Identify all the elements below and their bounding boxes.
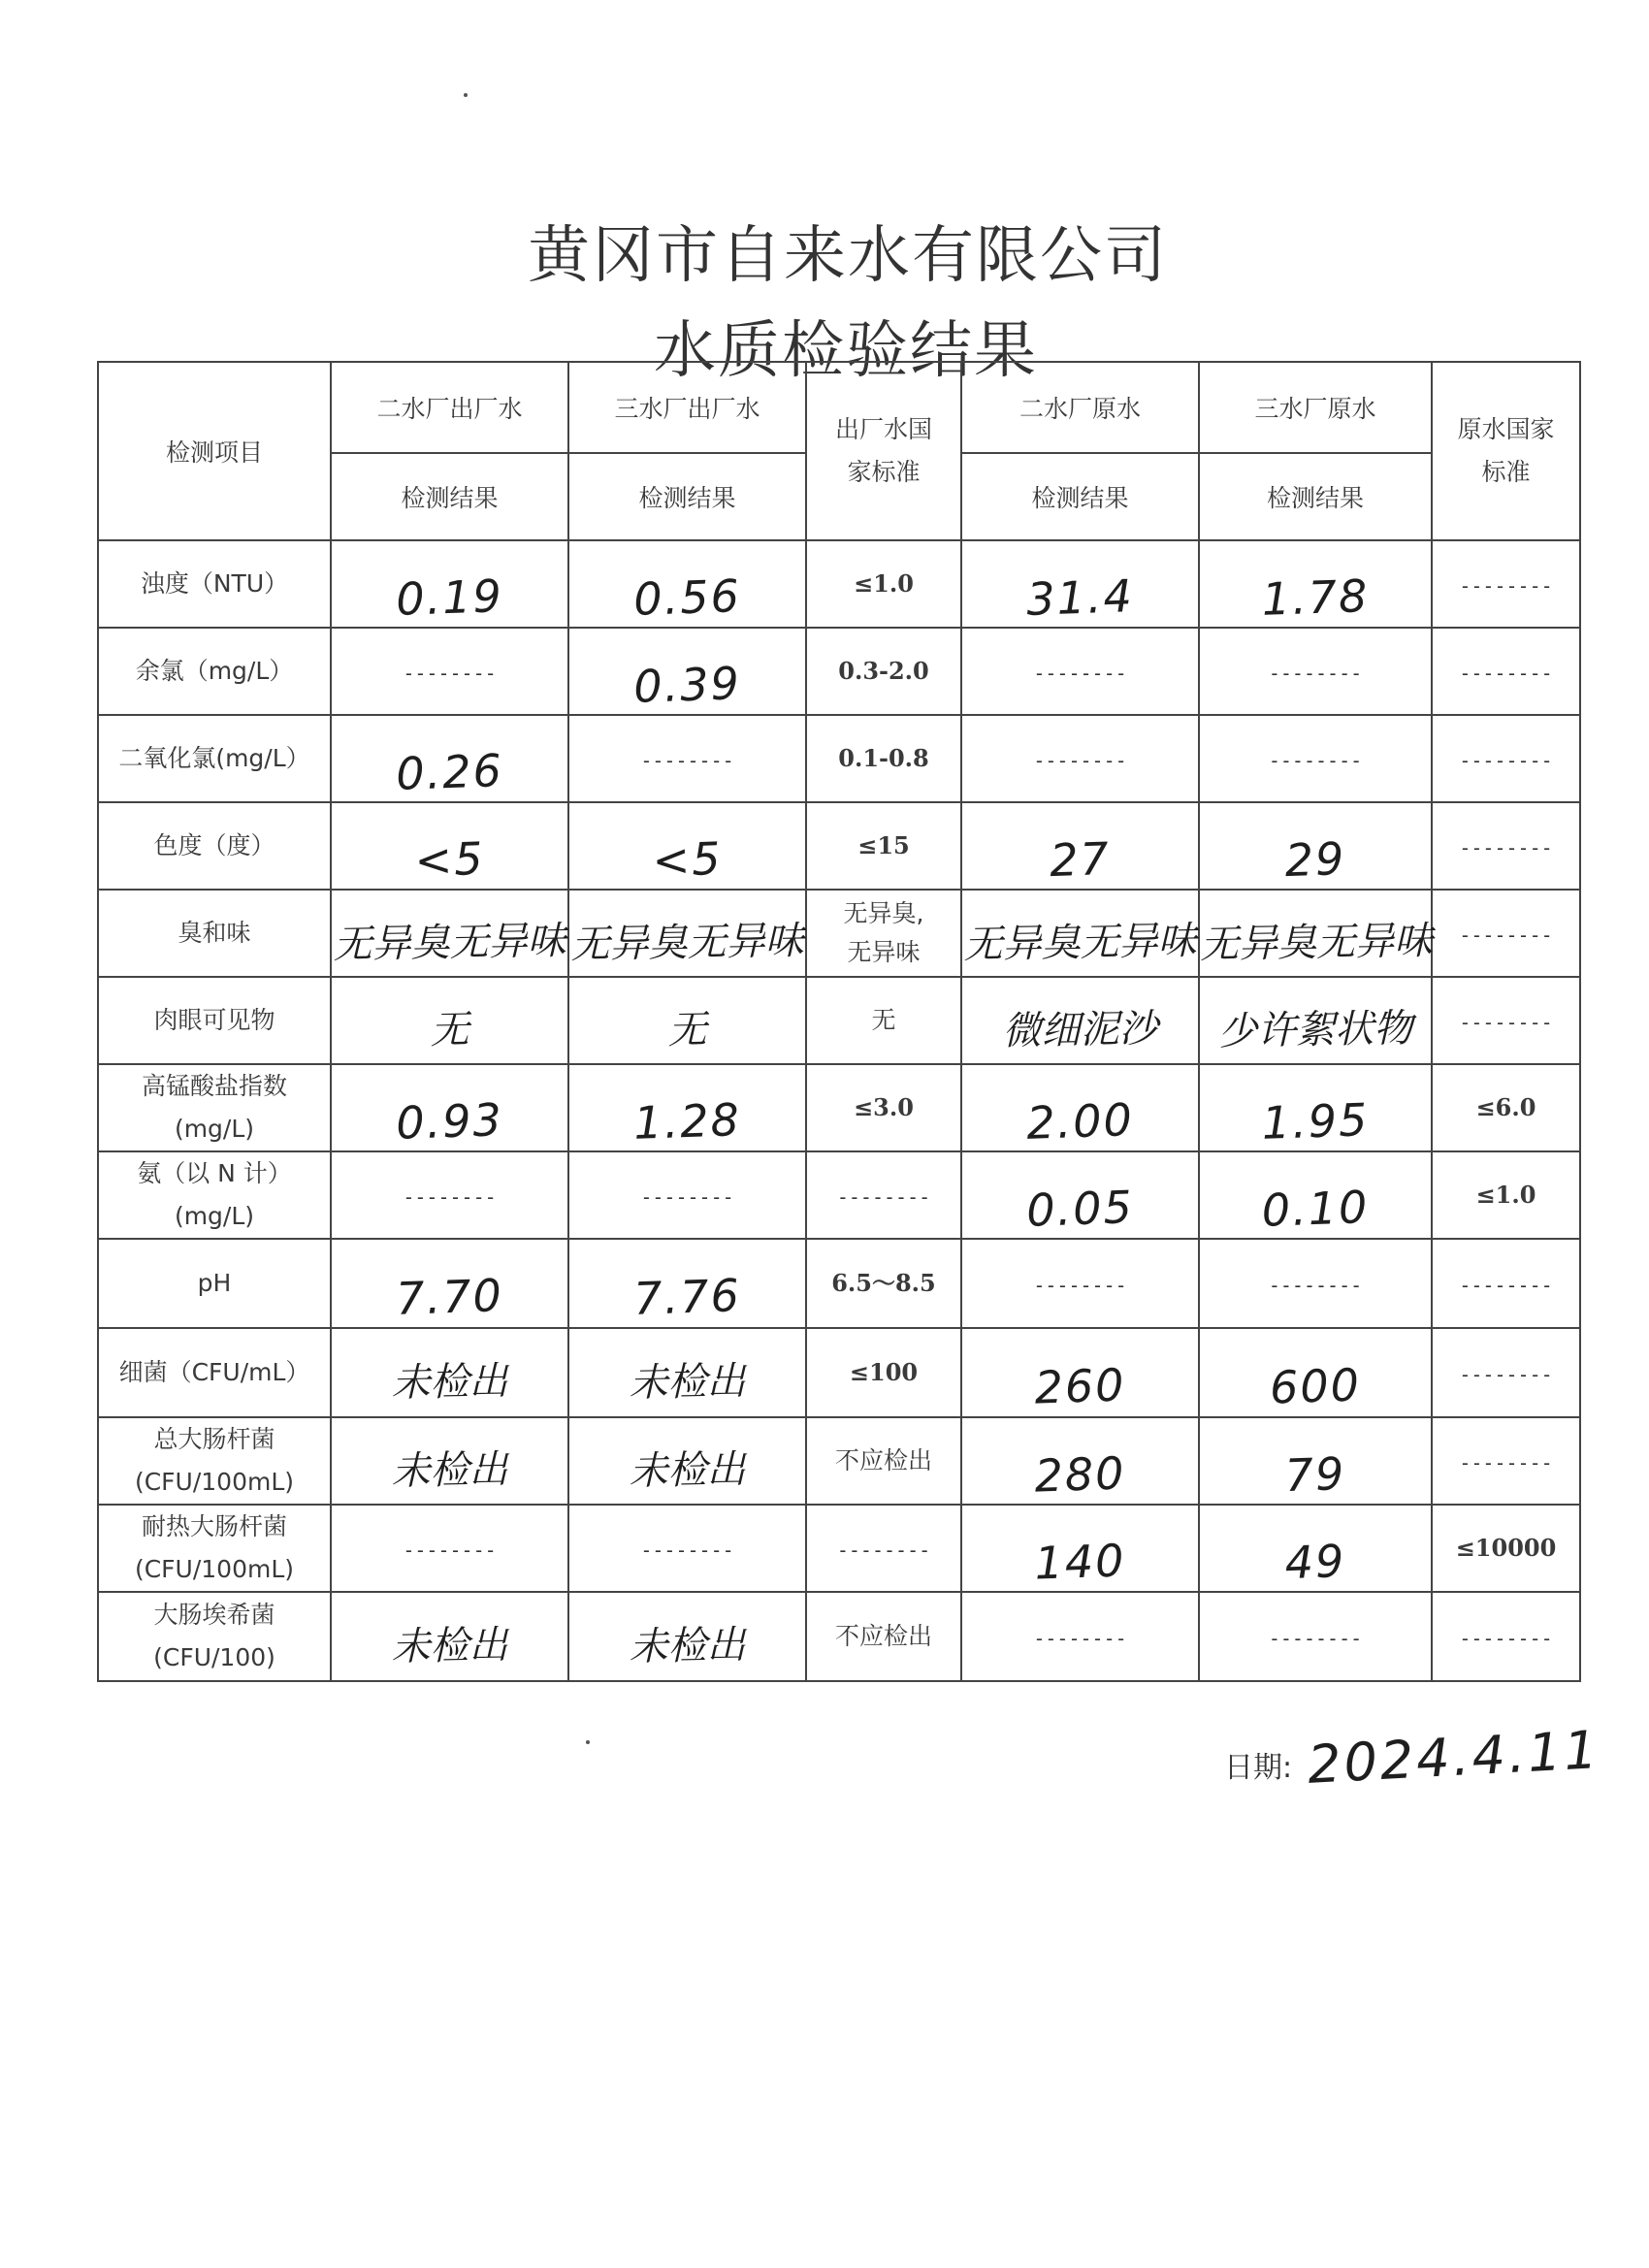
plant3-out-cell <box>568 977 806 1064</box>
standard-value: 0.1-0.8 <box>838 744 929 772</box>
company-title: 黄冈市自来水有限公司 <box>528 220 1168 292</box>
plant3-raw-cell <box>1199 1239 1432 1328</box>
raw-std-cell <box>1432 1328 1580 1417</box>
plant2-raw-cell <box>961 540 1199 628</box>
report-title: 水质检验结果 <box>654 315 1038 387</box>
header-result-1: 检测结果 <box>331 453 568 540</box>
table-row <box>98 1151 1580 1239</box>
handwritten-result: 280 <box>1033 1446 1127 1503</box>
handwritten-result: 无 <box>430 1007 469 1053</box>
plant3-raw-cell <box>1199 1417 1432 1505</box>
item-label: 大肠埃希菌 (CFU/100) <box>153 1601 275 1671</box>
plant2-out-cell <box>331 1328 568 1417</box>
item-cell <box>98 540 331 628</box>
standard-value: ≤6.0 <box>1475 1093 1536 1121</box>
item-label: 总大肠杆菌 (CFU/100mL) <box>134 1425 295 1496</box>
empty-dash: -------- <box>640 1538 734 1562</box>
standard-value: 无 <box>871 1006 896 1034</box>
plant2-raw-cell <box>961 977 1199 1064</box>
empty-dash: -------- <box>403 1538 497 1562</box>
out-std-cell <box>806 1328 961 1417</box>
handwritten-result: 0.19 <box>395 569 504 626</box>
plant2-out-cell <box>331 1505 568 1592</box>
item-label: 二氧化氯(mg/L） <box>118 744 310 772</box>
item-label: pH <box>197 1269 232 1297</box>
empty-dash: -------- <box>1459 1450 1553 1474</box>
out-std-cell <box>806 715 961 802</box>
plant3-out-cell <box>568 1064 806 1151</box>
item-label: 肉眼可见物 <box>153 1006 275 1034</box>
plant2-out-cell <box>331 802 568 890</box>
plant3-out-cell <box>568 540 806 628</box>
header-raw-std: 原水国家 标准 <box>1432 362 1580 540</box>
handwritten-result: 无异臭无异味 <box>1199 918 1434 967</box>
handwritten-result: 29 <box>1283 831 1347 888</box>
header-result-2: 检测结果 <box>568 453 806 540</box>
plant2-out-cell <box>331 628 568 715</box>
handwritten-result: 未检出 <box>629 1358 746 1406</box>
header-plant3-raw: 三水厂原水 <box>1199 362 1432 453</box>
plant3-out-cell <box>568 890 806 977</box>
handwritten-result: 140 <box>1033 1534 1127 1590</box>
handwritten-result: 无异臭无异味 <box>333 918 566 967</box>
item-cell <box>98 1239 331 1328</box>
handwritten-result: <5 <box>413 831 486 888</box>
handwritten-result: 0.39 <box>632 657 742 713</box>
plant2-out-cell <box>331 1151 568 1239</box>
handwritten-result: 1.95 <box>1260 1093 1371 1150</box>
item-cell <box>98 1151 331 1239</box>
empty-dash: -------- <box>1459 923 1553 947</box>
item-label: 耐热大肠杆菌 (CFU/100mL) <box>134 1512 295 1583</box>
plant2-out-cell <box>331 1417 568 1505</box>
plant2-out-cell <box>331 977 568 1064</box>
plant2-raw-cell <box>961 802 1199 890</box>
plant2-raw-cell <box>961 1592 1199 1681</box>
plant3-raw-cell <box>1199 1592 1432 1681</box>
empty-dash: -------- <box>1459 573 1553 598</box>
empty-dash: -------- <box>1459 1010 1553 1034</box>
plant2-raw-cell <box>961 1151 1199 1239</box>
empty-dash: -------- <box>836 1538 931 1562</box>
header-out-std: 出厂水国 家标准 <box>806 362 961 540</box>
plant3-raw-cell <box>1199 802 1432 890</box>
standard-value: ≤10000 <box>1455 1534 1557 1562</box>
handwritten-result: 未检出 <box>629 1446 746 1494</box>
handwritten-result: 7.76 <box>632 1269 742 1325</box>
empty-dash: -------- <box>1268 1626 1363 1650</box>
header-result-3: 检测结果 <box>961 453 1199 540</box>
handwritten-result: 未检出 <box>391 1446 508 1494</box>
handwritten-result: <5 <box>651 831 724 888</box>
header-plant2-out: 二水厂出厂水 <box>331 362 568 453</box>
table-row <box>98 802 1580 890</box>
handwritten-result: 无异臭无异味 <box>570 918 804 967</box>
handwritten-result: 27 <box>1049 831 1112 888</box>
handwritten-result: 79 <box>1283 1446 1347 1503</box>
table-row <box>98 890 1580 977</box>
plant3-raw-cell <box>1199 890 1432 977</box>
plant2-raw-cell <box>961 628 1199 715</box>
handwritten-result: 49 <box>1283 1534 1347 1590</box>
header-result-4: 检测结果 <box>1199 453 1432 540</box>
empty-dash: -------- <box>1459 661 1553 685</box>
handwritten-result: 260 <box>1033 1358 1127 1414</box>
plant3-raw-cell <box>1199 540 1432 628</box>
header-row-1 <box>98 362 1580 453</box>
header-plant3-out: 三水厂出厂水 <box>568 362 806 453</box>
handwritten-result: 微细泥沙 <box>1002 1006 1158 1053</box>
empty-dash: -------- <box>1033 1273 1127 1297</box>
out-std-cell <box>806 1505 961 1592</box>
item-cell <box>98 1328 331 1417</box>
out-std-cell <box>806 628 961 715</box>
raw-std-cell <box>1432 1064 1580 1151</box>
header-plant2-raw: 二水厂原水 <box>961 362 1199 453</box>
raw-std-cell <box>1432 890 1580 977</box>
out-std-cell <box>806 1151 961 1239</box>
plant2-raw-cell <box>961 715 1199 802</box>
empty-dash: -------- <box>1268 748 1363 772</box>
scan-speck <box>586 1740 590 1744</box>
raw-std-cell <box>1432 1592 1580 1681</box>
handwritten-result: 0.56 <box>632 569 742 626</box>
handwritten-result: 少许絮状物 <box>1217 1005 1413 1054</box>
standard-value: ≤3.0 <box>854 1093 914 1121</box>
standard-value: 6.5～8.5 <box>831 1269 936 1297</box>
plant2-raw-cell <box>961 1239 1199 1328</box>
empty-dash: -------- <box>1033 1626 1127 1650</box>
standard-value: ≤1.0 <box>1475 1181 1536 1209</box>
scan-speck <box>464 93 468 97</box>
plant3-raw-cell <box>1199 715 1432 802</box>
raw-std-cell <box>1432 628 1580 715</box>
raw-std-cell <box>1432 802 1580 890</box>
out-std-cell <box>806 890 961 977</box>
out-std-cell <box>806 540 961 628</box>
handwritten-result: 600 <box>1269 1358 1362 1414</box>
item-cell <box>98 628 331 715</box>
empty-dash: -------- <box>1268 1273 1363 1297</box>
table-row <box>98 1328 1580 1417</box>
item-cell <box>98 1417 331 1505</box>
handwritten-result: 31.4 <box>1025 569 1135 626</box>
handwritten-result: 未检出 <box>391 1622 508 1669</box>
raw-std-cell <box>1432 977 1580 1064</box>
plant2-raw-cell <box>961 1064 1199 1151</box>
table-row <box>98 1417 1580 1505</box>
empty-dash: -------- <box>1268 661 1363 685</box>
item-label: 氨（以 N 计） (mg/L) <box>137 1159 292 1230</box>
empty-dash: -------- <box>1459 1273 1553 1297</box>
raw-std-cell <box>1432 1151 1580 1239</box>
handwritten-result: 1.28 <box>632 1093 742 1150</box>
plant3-out-cell <box>568 1592 806 1681</box>
out-std-cell <box>806 1417 961 1505</box>
plant3-out-cell <box>568 802 806 890</box>
plant3-raw-cell <box>1199 1328 1432 1417</box>
date-label: 日期: <box>1224 1751 1293 1785</box>
handwritten-result: 0.26 <box>395 744 504 800</box>
empty-dash: -------- <box>1459 835 1553 859</box>
empty-dash: -------- <box>640 1184 734 1209</box>
plant2-raw-cell <box>961 1417 1199 1505</box>
plant2-out-cell <box>331 1239 568 1328</box>
table-row <box>98 715 1580 802</box>
out-std-cell <box>806 977 961 1064</box>
out-std-cell <box>806 1592 961 1681</box>
plant2-out-cell <box>331 540 568 628</box>
empty-dash: -------- <box>403 1184 497 1209</box>
item-cell <box>98 977 331 1064</box>
item-label: 高锰酸盐指数 (mg/L) <box>141 1072 287 1143</box>
item-cell <box>98 1592 331 1681</box>
item-label: 浊度（NTU） <box>140 569 289 598</box>
handwritten-result: 无异臭无异味 <box>963 918 1197 967</box>
item-cell <box>98 715 331 802</box>
empty-dash: -------- <box>1033 748 1127 772</box>
plant3-out-cell <box>568 1151 806 1239</box>
empty-dash: -------- <box>403 661 497 685</box>
empty-dash: -------- <box>836 1184 931 1209</box>
handwritten-result: 1.78 <box>1260 569 1371 626</box>
raw-std-cell <box>1432 1505 1580 1592</box>
plant2-out-cell <box>331 890 568 977</box>
plant3-out-cell <box>568 1505 806 1592</box>
plant3-raw-cell <box>1199 1064 1432 1151</box>
table-row <box>98 1592 1580 1681</box>
standard-value: ≤15 <box>857 831 910 859</box>
table-row <box>98 1505 1580 1592</box>
plant3-raw-cell <box>1199 1505 1432 1592</box>
item-cell <box>98 890 331 977</box>
item-cell <box>98 1064 331 1151</box>
handwritten-result: 0.05 <box>1025 1181 1135 1237</box>
plant2-raw-cell <box>961 1328 1199 1417</box>
plant3-out-cell <box>568 1239 806 1328</box>
plant3-out-cell <box>568 1328 806 1417</box>
plant2-out-cell <box>331 715 568 802</box>
handwritten-result: 7.70 <box>395 1269 504 1325</box>
empty-dash: -------- <box>1459 1362 1553 1386</box>
standard-value: 0.3-2.0 <box>838 657 929 685</box>
empty-dash: -------- <box>1033 661 1127 685</box>
empty-dash: -------- <box>1459 748 1553 772</box>
table-row <box>98 1064 1580 1151</box>
item-label: 余氯（mg/L） <box>135 657 294 685</box>
empty-dash: -------- <box>640 748 734 772</box>
table-row <box>98 540 1580 628</box>
plant2-out-cell <box>331 1592 568 1681</box>
out-std-cell <box>806 1239 961 1328</box>
raw-std-cell <box>1432 540 1580 628</box>
item-label: 臭和味 <box>178 919 251 947</box>
standard-value: ≤100 <box>849 1358 919 1386</box>
plant3-out-cell <box>568 715 806 802</box>
out-std-cell <box>806 1064 961 1151</box>
plant3-raw-cell <box>1199 628 1432 715</box>
raw-std-cell <box>1432 715 1580 802</box>
handwritten-result: 未检出 <box>629 1622 746 1669</box>
empty-dash: -------- <box>1459 1626 1553 1650</box>
standard-value: 不应检出 <box>834 1622 932 1650</box>
handwritten-result: 未检出 <box>391 1358 508 1406</box>
handwritten-result: 无 <box>667 1007 707 1053</box>
plant3-raw-cell <box>1199 977 1432 1064</box>
plant3-out-cell <box>568 628 806 715</box>
table-row <box>98 977 1580 1064</box>
item-cell <box>98 802 331 890</box>
header-item: 检测项目 <box>98 362 331 540</box>
plant2-raw-cell <box>961 890 1199 977</box>
item-label: 细菌（CFU/mL） <box>118 1358 310 1386</box>
standard-value: 无异臭, 无异味 <box>843 899 924 966</box>
date-value: 2024.4.11 <box>1306 1719 1602 1796</box>
handwritten-result: 0.10 <box>1260 1181 1371 1237</box>
water-quality-table <box>97 361 1581 1682</box>
handwritten-result: 2.00 <box>1025 1093 1135 1150</box>
plant3-out-cell <box>568 1417 806 1505</box>
standard-value: 不应检出 <box>834 1446 932 1474</box>
table-row <box>98 628 1580 715</box>
raw-std-cell <box>1432 1417 1580 1505</box>
table-row <box>98 1239 1580 1328</box>
handwritten-result: 0.93 <box>395 1093 504 1150</box>
out-std-cell <box>806 802 961 890</box>
plant2-raw-cell <box>961 1505 1199 1592</box>
raw-std-cell <box>1432 1239 1580 1328</box>
item-cell <box>98 1505 331 1592</box>
item-label: 色度（度） <box>153 831 275 859</box>
plant2-out-cell <box>331 1064 568 1151</box>
plant3-raw-cell <box>1199 1151 1432 1239</box>
standard-value: ≤1.0 <box>854 569 914 598</box>
